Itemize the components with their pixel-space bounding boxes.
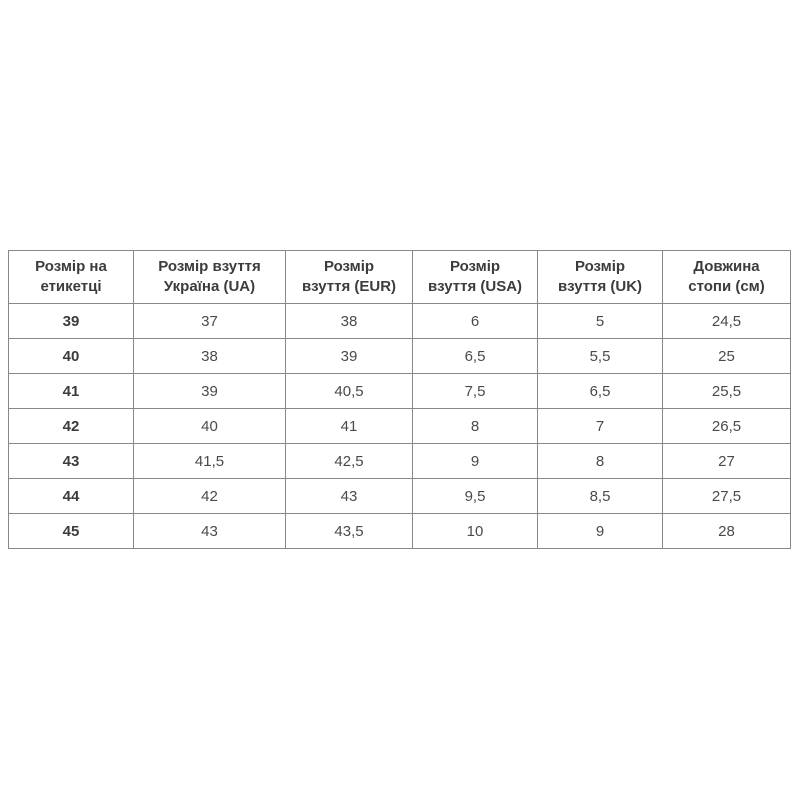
header-row [9,251,791,304]
table-cell: 28 [663,514,791,549]
column-header-label-size [9,251,134,304]
table-cell: 5,5 [538,339,663,374]
header-line: взуття (EUR) [301,278,397,295]
table-cell: 37 [134,304,286,339]
table-cell: 25 [663,339,791,374]
table-cell: 43 [134,514,286,549]
table-row [9,444,791,479]
column-header-uk-size [538,251,663,304]
table-row [9,409,791,444]
column-header-usa-size [413,251,538,304]
table-cell: 8 [538,444,663,479]
table-cell: 43,5 [286,514,413,549]
table-cell: 38 [134,339,286,374]
table-cell: 25,5 [663,374,791,409]
header-line: взуття (UK) [557,278,643,295]
table-cell: 10 [413,514,538,549]
header-line: Україна (UA) [163,278,256,295]
table-cell: 45 [9,514,134,549]
table-cell: 7 [538,409,663,444]
table-cell: 9,5 [413,479,538,514]
table-cell: 8,5 [538,479,663,514]
table-row [9,339,791,374]
header-line: стопи (см) [688,278,765,295]
table-cell: 6,5 [538,374,663,409]
shoe-size-conversion-table [8,250,791,549]
table-cell: 42 [9,409,134,444]
table-cell: 5 [538,304,663,339]
table-cell: 27 [663,444,791,479]
table-cell: 44 [9,479,134,514]
table-cell: 41 [9,374,134,409]
table-cell: 40 [9,339,134,374]
table-cell: 26,5 [663,409,791,444]
header-line: Розмір [449,258,501,275]
table-cell: 39 [286,339,413,374]
header-line: Розмір [574,258,626,275]
header-line: Розмір взуття [158,258,261,275]
table-cell: 43 [286,479,413,514]
table-cell: 7,5 [413,374,538,409]
table-row [9,479,791,514]
table-cell: 8 [413,409,538,444]
table-row [9,374,791,409]
table-cell: 40 [134,409,286,444]
header-line: Довжина [693,258,760,275]
table-cell: 42,5 [286,444,413,479]
column-header-foot-length [663,251,791,304]
table-cell: 27,5 [663,479,791,514]
table-cell: 39 [9,304,134,339]
table-cell: 6,5 [413,339,538,374]
table-cell: 43 [9,444,134,479]
table-cell: 41 [286,409,413,444]
column-header-ua-size [134,251,286,304]
header-line: етикетці [40,278,102,295]
table-cell: 6 [413,304,538,339]
column-header-eur-size [286,251,413,304]
table-cell: 38 [286,304,413,339]
table-row [9,514,791,549]
table-cell: 41,5 [134,444,286,479]
table-cell: 42 [134,479,286,514]
header-line: Розмір [323,258,375,275]
header-line: Розмір на [35,258,107,275]
table-row [9,304,791,339]
table-cell: 24,5 [663,304,791,339]
table-cell: 9 [538,514,663,549]
table-cell: 39 [134,374,286,409]
table-cell: 40,5 [286,374,413,409]
table-cell: 9 [413,444,538,479]
header-line: взуття (USA) [427,278,523,295]
